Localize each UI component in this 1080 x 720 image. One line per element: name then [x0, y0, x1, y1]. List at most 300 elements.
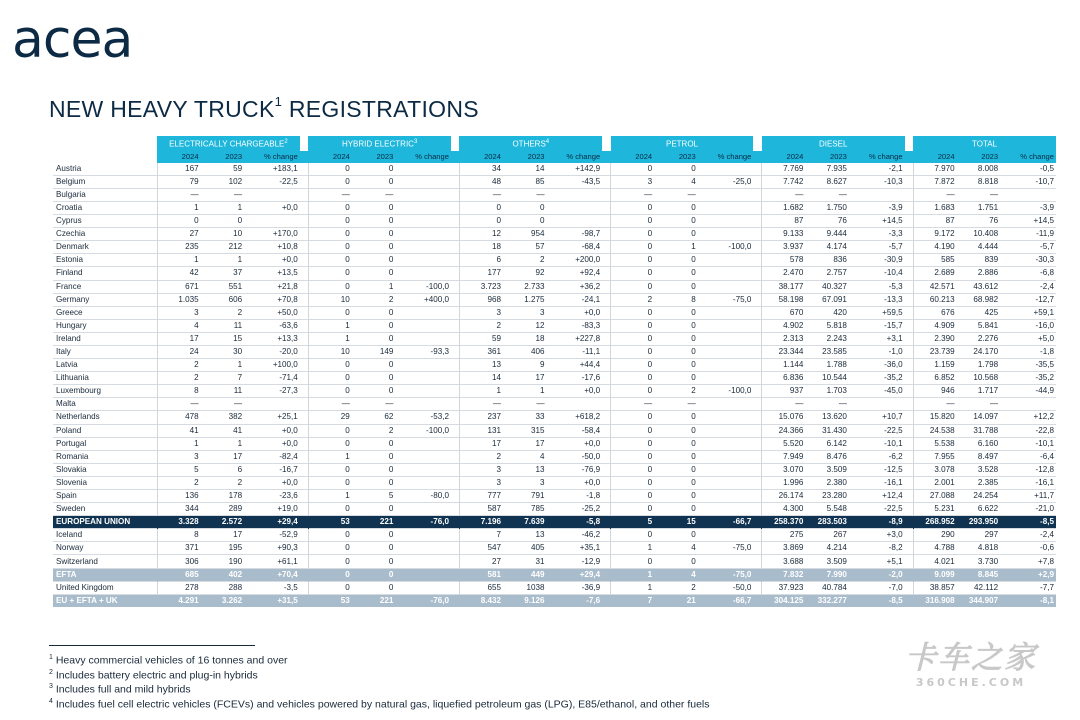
value-cell: +21,8: [277, 281, 298, 291]
group-separator: [602, 228, 610, 241]
value-cell: +70,4: [244, 568, 300, 581]
group-header-footnote-ref: 4: [545, 139, 550, 145]
value-cell: +50,0: [277, 307, 298, 317]
table-row: [53, 228, 1056, 241]
group-separator: [451, 332, 459, 345]
value-cell: 0: [345, 425, 350, 435]
value-cell: 1: [388, 281, 394, 291]
value-cell: -76,0: [395, 594, 451, 607]
group-header: [459, 136, 602, 151]
group-separator: [300, 568, 308, 581]
value-cell: -5,8: [547, 516, 603, 529]
value-cell: 0: [388, 229, 394, 239]
value-cell: 3.730: [977, 556, 999, 566]
value-cell: +0,0: [281, 255, 298, 265]
sub-header: 2024: [459, 151, 503, 163]
group-separator: [451, 163, 459, 176]
value-cell: 0: [647, 451, 653, 461]
group-separator: [753, 594, 761, 607]
value-cell: +11,7: [1034, 491, 1054, 501]
value-cell: 1.703: [826, 386, 847, 396]
value-cell: -3,9: [1040, 202, 1054, 212]
value-cell: 0: [647, 347, 653, 357]
value-cell: 136: [185, 491, 199, 501]
group-separator: [905, 188, 913, 201]
value-cell: 1: [345, 451, 350, 461]
value-cell: 0: [647, 504, 653, 514]
page-title: [49, 96, 479, 123]
value-cell: 43.612: [973, 281, 999, 291]
value-cell: +14,5: [882, 216, 903, 226]
value-cell: -7,7: [1040, 582, 1054, 592]
value-cell: 1: [237, 255, 243, 265]
value-cell: 7: [237, 373, 243, 383]
value-cell: 671: [185, 281, 199, 291]
value-cell: 5.520: [783, 438, 804, 448]
table-row: [53, 293, 1056, 306]
value-cell: -2,4: [1040, 530, 1054, 540]
group-separator: [753, 385, 761, 398]
value-cell: [395, 201, 451, 214]
value-cell: 3: [496, 307, 501, 317]
value-cell: [698, 215, 754, 228]
value-cell: 0: [345, 255, 350, 265]
country-cell: Lithuania: [53, 372, 157, 385]
group-separator: [753, 188, 761, 201]
sub-header: % change: [849, 151, 905, 163]
country-cell: Luxembourg: [53, 385, 157, 398]
value-cell: 5.818: [826, 320, 847, 330]
value-cell: 5.538: [934, 438, 955, 448]
value-cell: [698, 372, 754, 385]
value-cell: [395, 542, 451, 555]
value-cell: 167: [185, 163, 199, 173]
value-cell: -10,3: [884, 176, 903, 186]
value-cell: -13,3: [884, 294, 903, 304]
value-cell: -46,2: [581, 530, 601, 540]
value-cell: 14.097: [973, 412, 999, 422]
value-cell: [395, 568, 451, 581]
group-separator: [451, 437, 459, 450]
value-cell: 4.818: [977, 543, 999, 553]
value-cell: 2.886: [977, 268, 999, 278]
value-cell: [1000, 398, 1056, 411]
value-cell: 0: [388, 582, 394, 592]
group-separator: [602, 280, 610, 293]
value-cell: [698, 201, 754, 214]
table-row: [53, 359, 1056, 372]
value-cell: 27: [189, 229, 199, 239]
value-cell: 1: [540, 386, 545, 396]
value-cell: 2: [691, 386, 696, 396]
group-separator: [753, 450, 761, 463]
value-cell: +2,9: [1000, 568, 1056, 581]
value-cell: +200,0: [575, 255, 601, 265]
group-separator: [905, 359, 913, 372]
value-cell: 17: [535, 373, 545, 383]
value-cell: [698, 345, 754, 358]
country-cell: Estonia: [53, 254, 157, 267]
value-cell: 2.276: [977, 333, 999, 343]
value-cell: 3.528: [977, 464, 999, 474]
value-cell: 9: [540, 360, 545, 370]
value-cell: 9.133: [783, 229, 804, 239]
value-cell: +0,0: [281, 202, 298, 212]
value-cell: 4.174: [826, 242, 847, 252]
group-header: [913, 136, 1056, 151]
value-cell: -22,5: [884, 425, 903, 435]
value-cell: 306: [185, 556, 199, 566]
group-separator: [602, 411, 610, 424]
value-cell: -12,5: [884, 464, 903, 474]
value-cell: +59,5: [882, 307, 903, 317]
value-cell: 18: [535, 333, 545, 343]
value-cell: 2: [388, 294, 394, 304]
value-cell: [547, 398, 603, 411]
value-cell: 0: [647, 360, 653, 370]
value-cell: 17: [233, 451, 243, 461]
value-cell: 606: [228, 294, 243, 304]
value-cell: 0: [691, 163, 696, 173]
value-cell: —: [795, 189, 804, 199]
value-cell: 7.872: [934, 176, 955, 186]
value-cell: [698, 411, 754, 424]
value-cell: 0: [388, 477, 394, 487]
value-cell: 283.503: [805, 516, 849, 529]
value-cell: [698, 188, 754, 201]
table-row: [53, 437, 1056, 450]
value-cell: 0: [345, 543, 350, 553]
group-separator: [905, 163, 913, 176]
value-cell: -8,5: [1000, 516, 1056, 529]
country-cell: Croatia: [53, 201, 157, 214]
value-cell: 1: [194, 255, 199, 265]
group-separator: [300, 228, 308, 241]
value-cell: 585: [941, 255, 955, 265]
table-row: [53, 385, 1056, 398]
value-cell: [547, 201, 603, 214]
sub-header: % change: [698, 151, 754, 163]
value-cell: —: [644, 399, 653, 409]
value-cell: -100,0: [426, 281, 449, 291]
value-cell: 0: [691, 320, 696, 330]
value-cell: 406: [531, 347, 545, 357]
value-cell: +44,4: [579, 360, 601, 370]
group-separator: [451, 293, 459, 306]
value-cell: -3,3: [888, 229, 903, 239]
group-separator: [753, 136, 761, 151]
table-row: [53, 332, 1056, 345]
value-cell: 0: [691, 438, 696, 448]
value-cell: [395, 215, 451, 228]
value-cell: 42: [189, 268, 199, 278]
value-cell: -11,1: [582, 347, 601, 357]
value-cell: 15: [233, 333, 243, 343]
value-cell: 2.757: [826, 268, 847, 278]
value-cell: [395, 319, 451, 332]
value-cell: 0: [647, 556, 653, 566]
value-cell: -50,0: [581, 451, 601, 461]
value-cell: 23.344: [778, 347, 804, 357]
group-separator: [753, 476, 761, 489]
value-cell: -43,5: [581, 176, 601, 186]
value-cell: 3.937: [783, 242, 804, 252]
value-cell: 24.538: [929, 425, 955, 435]
value-cell: 405: [531, 543, 545, 553]
value-cell: 0: [647, 255, 653, 265]
value-cell: 4.300: [783, 504, 804, 514]
group-separator: [300, 306, 308, 319]
header-spacer: [53, 151, 157, 163]
group-separator: [905, 332, 913, 345]
value-cell: [244, 398, 300, 411]
group-separator: [753, 215, 761, 228]
footnote-text: Includes battery electric and plug-in hybrids: [55, 669, 258, 681]
value-cell: 1.751: [977, 202, 999, 212]
value-cell: 178: [228, 491, 243, 501]
value-cell: 0: [691, 229, 696, 239]
value-cell: —: [838, 189, 847, 199]
table-row: [53, 215, 1056, 228]
country-cell: France: [53, 280, 157, 293]
value-cell: -35,2: [884, 373, 903, 383]
value-cell: 76: [989, 216, 999, 226]
value-cell: 425: [984, 307, 999, 317]
value-cell: 0: [345, 360, 350, 370]
value-cell: 0: [691, 373, 696, 383]
value-cell: -58,4: [581, 425, 601, 435]
value-cell: -68,4: [581, 242, 601, 252]
value-cell: 0: [691, 202, 696, 212]
group-separator: [602, 215, 610, 228]
value-cell: 0: [647, 307, 653, 317]
group-separator: [300, 542, 308, 555]
value-cell: 581: [459, 568, 503, 581]
value-cell: 836: [833, 255, 847, 265]
group-separator: [753, 437, 761, 450]
value-cell: 0: [647, 425, 653, 435]
value-cell: 177: [487, 268, 501, 278]
value-cell: +10,8: [277, 242, 298, 252]
value-cell: -0,6: [1040, 543, 1054, 553]
value-cell: 0: [647, 333, 653, 343]
value-cell: [395, 450, 451, 463]
group-separator: [300, 136, 308, 151]
value-cell: -44,9: [1035, 386, 1054, 396]
value-cell: 0: [647, 242, 653, 252]
value-cell: 59: [233, 163, 243, 173]
group-separator: [602, 555, 610, 568]
value-cell: 1: [194, 438, 199, 448]
value-cell: 258.370: [762, 516, 806, 529]
value-cell: [395, 163, 451, 176]
value-cell: 0: [647, 491, 653, 501]
value-cell: +70,8: [277, 294, 298, 304]
value-cell: 3.869: [783, 543, 804, 553]
value-cell: 5: [611, 516, 655, 529]
value-cell: 2: [194, 360, 199, 370]
group-separator: [753, 201, 761, 214]
group-header-footnote-ref: 2: [284, 139, 288, 145]
value-cell: 149: [379, 347, 394, 357]
table-row: [53, 594, 1056, 607]
value-cell: [395, 476, 451, 489]
group-separator: [300, 175, 308, 188]
value-cell: 2.689: [934, 268, 955, 278]
value-cell: 17: [233, 530, 243, 540]
value-cell: 4.021: [934, 556, 955, 566]
value-cell: 587: [487, 504, 501, 514]
group-separator: [300, 332, 308, 345]
value-cell: 13: [535, 464, 545, 474]
group-separator: [451, 516, 459, 529]
value-cell: 1: [237, 202, 243, 212]
value-cell: 17: [491, 438, 501, 448]
value-cell: 3.688: [783, 556, 804, 566]
value-cell: 235: [185, 242, 199, 252]
value-cell: -25,2: [581, 504, 601, 514]
group-separator: [753, 503, 761, 516]
footnote-text: Heavy commercial vehicles of 16 tonnes and over: [55, 654, 288, 667]
value-cell: 0: [345, 307, 350, 317]
title-main: NEW HEAVY TRUCK: [49, 96, 275, 122]
value-cell: 0: [691, 268, 696, 278]
value-cell: 0: [388, 464, 394, 474]
value-cell: [395, 306, 451, 319]
value-cell: 0: [237, 216, 243, 226]
table-row: [53, 398, 1056, 411]
sub-header: 2023: [957, 151, 1001, 163]
sub-header: % change: [1000, 151, 1056, 163]
value-cell: 10: [340, 294, 350, 304]
value-cell: -1,8: [586, 491, 601, 501]
group-separator: [300, 411, 308, 424]
group-separator: [753, 463, 761, 476]
value-cell: +100,0: [272, 360, 298, 370]
value-cell: -75,0: [732, 294, 752, 304]
value-cell: -76,0: [395, 516, 451, 529]
value-cell: 2: [496, 320, 501, 330]
value-cell: [698, 280, 754, 293]
value-cell: -2,4: [1040, 281, 1054, 291]
value-cell: 1: [345, 491, 350, 501]
group-separator: [602, 372, 610, 385]
value-cell: [698, 476, 754, 489]
value-cell: -20,0: [279, 347, 298, 357]
value-cell: 2.313: [783, 333, 804, 343]
value-cell: +0,0: [584, 307, 601, 317]
group-separator: [451, 398, 459, 411]
country-cell: Ireland: [53, 332, 157, 345]
value-cell: 5: [194, 464, 199, 474]
value-cell: -5,7: [888, 242, 903, 252]
value-cell: 0: [691, 412, 696, 422]
group-separator: [905, 293, 913, 306]
value-cell: 0: [691, 360, 696, 370]
group-header-label: TOTAL: [972, 139, 998, 149]
value-cell: 27.088: [929, 491, 955, 501]
value-cell: 26.174: [778, 491, 804, 501]
country-cell: Poland: [53, 424, 157, 437]
value-cell: 11: [233, 320, 243, 330]
group-separator: [602, 201, 610, 214]
group-separator: [602, 136, 610, 151]
value-cell: [698, 555, 754, 568]
value-cell: 304.125: [762, 594, 806, 607]
value-cell: 0: [388, 543, 394, 553]
value-cell: +0,0: [281, 425, 298, 435]
value-cell: 1: [647, 543, 653, 553]
value-cell: —: [341, 399, 350, 409]
value-cell: 48: [491, 176, 501, 186]
group-separator: [753, 372, 761, 385]
group-header-label: ELECTRICALLY CHARGEABLE: [169, 139, 285, 149]
value-cell: 0: [691, 530, 696, 540]
value-cell: 0: [345, 176, 350, 186]
value-cell: -76,9: [581, 464, 601, 474]
footnote-text: Includes full and mild hybrids: [55, 683, 191, 696]
group-separator: [753, 228, 761, 241]
value-cell: 9.172: [934, 229, 955, 239]
sub-header: 2024: [157, 151, 201, 163]
value-cell: -75,0: [698, 568, 754, 581]
country-cell: Denmark: [53, 241, 157, 254]
value-cell: —: [795, 399, 804, 409]
value-cell: 1.682: [783, 202, 804, 212]
group-separator: [451, 254, 459, 267]
value-cell: 6.142: [826, 438, 847, 448]
value-cell: 8.627: [826, 176, 847, 186]
country-cell: Romania: [53, 450, 157, 463]
footnote: [49, 652, 710, 667]
value-cell: -30,3: [1035, 255, 1054, 265]
value-cell: [849, 188, 905, 201]
value-cell: [395, 188, 451, 201]
value-cell: 0: [647, 202, 653, 212]
value-cell: 344: [185, 504, 199, 514]
group-separator: [451, 188, 459, 201]
value-cell: 10: [233, 229, 243, 239]
value-cell: [395, 267, 451, 280]
group-separator: [451, 215, 459, 228]
group-separator: [905, 254, 913, 267]
table-row: [53, 516, 1056, 529]
value-cell: 3: [496, 477, 501, 487]
value-cell: -8,1: [1000, 594, 1056, 607]
value-cell: 6.852: [934, 373, 955, 383]
value-cell: +12,2: [1033, 412, 1054, 422]
value-cell: 0: [345, 464, 350, 474]
value-cell: 0: [691, 491, 696, 501]
group-separator: [451, 306, 459, 319]
value-cell: -3,5: [283, 582, 298, 592]
value-cell: 79: [189, 176, 199, 186]
group-separator: [451, 581, 459, 594]
footnote: [49, 667, 710, 682]
group-separator: [451, 267, 459, 280]
value-cell: 21: [654, 594, 698, 607]
group-separator: [300, 267, 308, 280]
group-header: [157, 136, 300, 151]
value-cell: 5.231: [934, 504, 955, 514]
value-cell: +7,8: [1038, 556, 1054, 566]
group-separator: [905, 424, 913, 437]
value-cell: 27: [491, 556, 501, 566]
sub-header: 2023: [503, 151, 547, 163]
group-separator: [300, 594, 308, 607]
header-spacer: [53, 136, 157, 151]
value-cell: 449: [503, 568, 547, 581]
